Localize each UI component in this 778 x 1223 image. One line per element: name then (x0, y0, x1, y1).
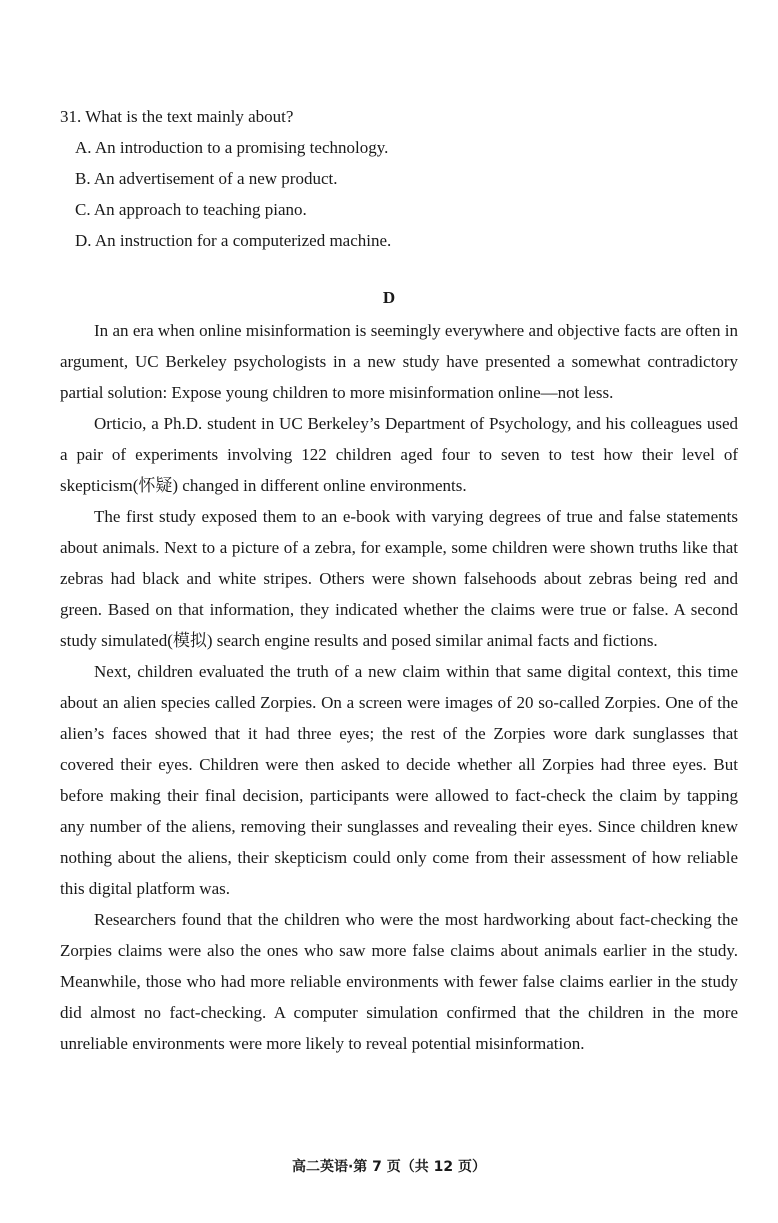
option-b: B. An advertisement of a new product. (75, 169, 338, 188)
reading-passage (60, 315, 738, 1059)
paragraph-1: In an era when online misinformation is seemingly everywhere and objective facts are often in argument, UC Berkeley psychologists in a new study have presented a somewhat contradictory partial solution: Expose young children to more misinformation online—not less. (60, 321, 738, 402)
paragraph-2: Orticio, a Ph.D. student in UC Berkeley’s Department of Psychology, and his colleagues used a pair of experiments involving 122 children aged four to seven to test how their level of skepticism(怀疑) changed in different online environments. (60, 414, 738, 495)
section-heading: D (382, 288, 396, 307)
question-31 (60, 101, 750, 256)
paragraph-5: Researchers found that the children who were the most hardworking about fact-checking the Zorpies claims were also the ones who saw more false claims about animals earlier in the study. Meanwhile, those who had more reliable environments with fewer false claims earlier in the study did almost no fact-checking. A computer simulation confirmed that the children in the more unreliable environments were more likely to reveal potential misinformation. (60, 910, 738, 1053)
paragraph-4: Next, children evaluated the truth of a new claim within that same digital context, this time about an alien species called Zorpies. On a screen were images of 20 so-called Zorpies. One of the alien’s faces showed that it had three eyes; the rest of the Zorpies wore dark sunglasses that covered their eyes. Children were then asked to decide whether all Zorpies had three eyes. But before making their final decision, participants were allowed to fact-check the claim by tapping any number of the aliens, removing their sunglasses and revealing their eyes. Since children knew nothing about the aliens, their skepticism could only come from their assessment of how reliable this digital platform was. (60, 662, 738, 898)
paragraph-3: The first study exposed them to an e-book with varying degrees of true and false statements about animals. Next to a picture of a zebra, for example, some children were shown truths like that zebras had black and white stripes. Others were shown falsehoods about zebras being red and green. Based on that information, they indicated whether the claims were true or false. A second study simulated(模拟) search engine results and posed similar animal facts and fictions. (60, 507, 738, 650)
page-footer: 高二英语·第 7 页（共 12 页） (291, 1159, 487, 1175)
option-d: D. An instruction for a computerized machine. (75, 231, 392, 250)
option-a: A. An introduction to a promising technology. (75, 138, 389, 157)
option-c: C. An approach to teaching piano. (75, 200, 307, 219)
question-stem: 31. What is the text mainly about? (60, 107, 294, 126)
